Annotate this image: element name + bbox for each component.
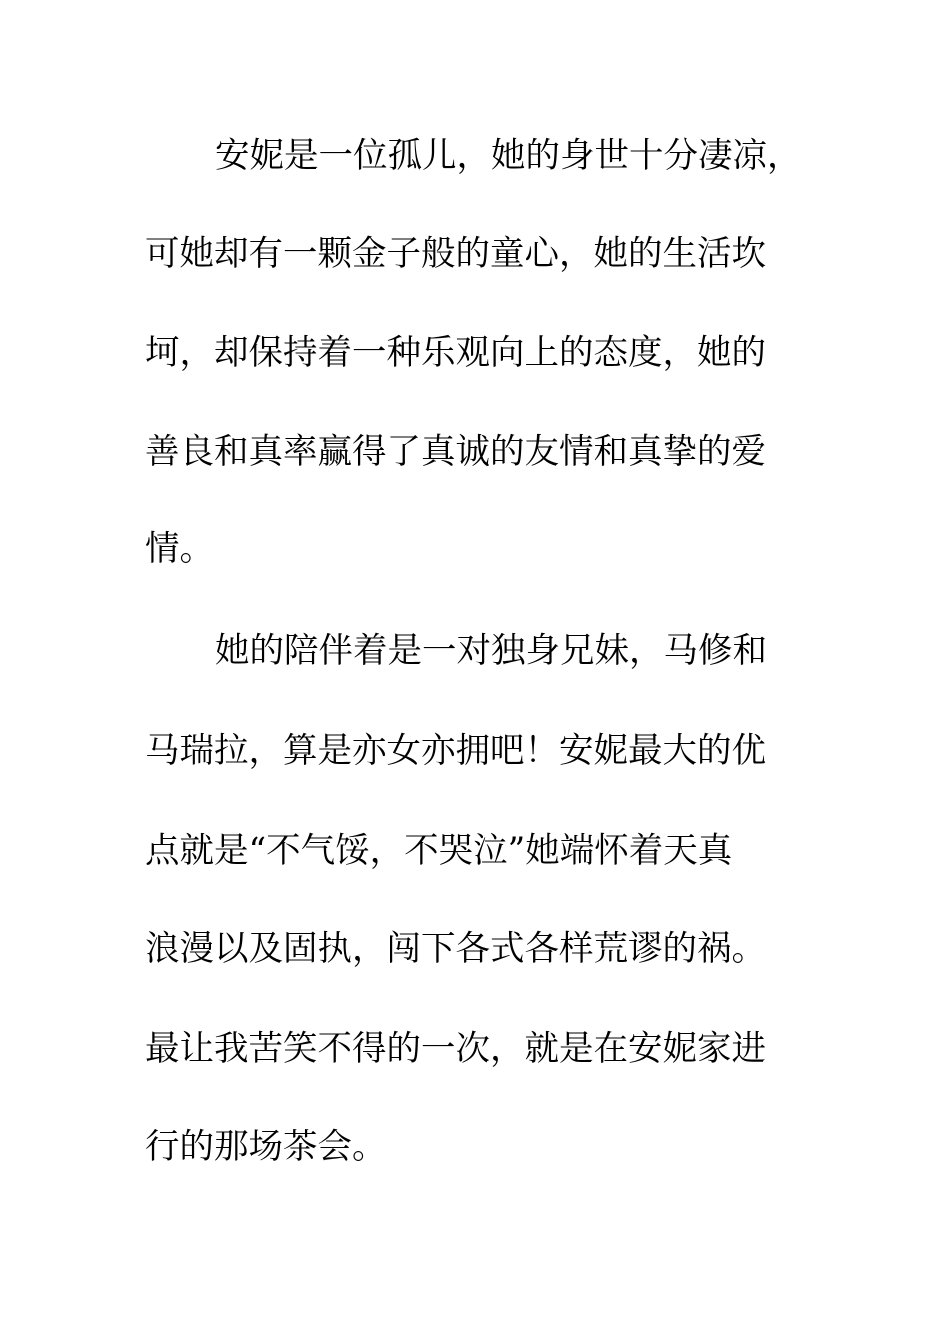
text-line: 安妮是一位孤儿，她的身世十分凄凉， xyxy=(215,136,802,176)
text-line: 点就是“不气馁，不哭泣”她端怀着天真 xyxy=(145,831,733,871)
text-line: 行的那场茶会。 xyxy=(145,1127,387,1167)
text-line: 情。 xyxy=(145,529,214,569)
text-line: 马瑞拉，算是亦女亦拥吧！安妮最大的优 xyxy=(145,731,766,771)
text-line: 最让我苦笑不得的一次，就是在安妮家进 xyxy=(145,1029,766,1069)
text-line: 坷，却保持着一种乐观向上的态度，她的 xyxy=(145,333,766,373)
text-line: 她的陪伴着是一对独身兄妹，马修和 xyxy=(215,631,767,671)
text-line: 善良和真率赢得了真诚的友情和真挚的爱 xyxy=(145,432,766,472)
text-line: 浪漫以及固执，闯下各式各样荒谬的祸。 xyxy=(145,929,766,969)
text-line: 可她却有一颗金子般的童心，她的生活坎 xyxy=(145,234,766,274)
